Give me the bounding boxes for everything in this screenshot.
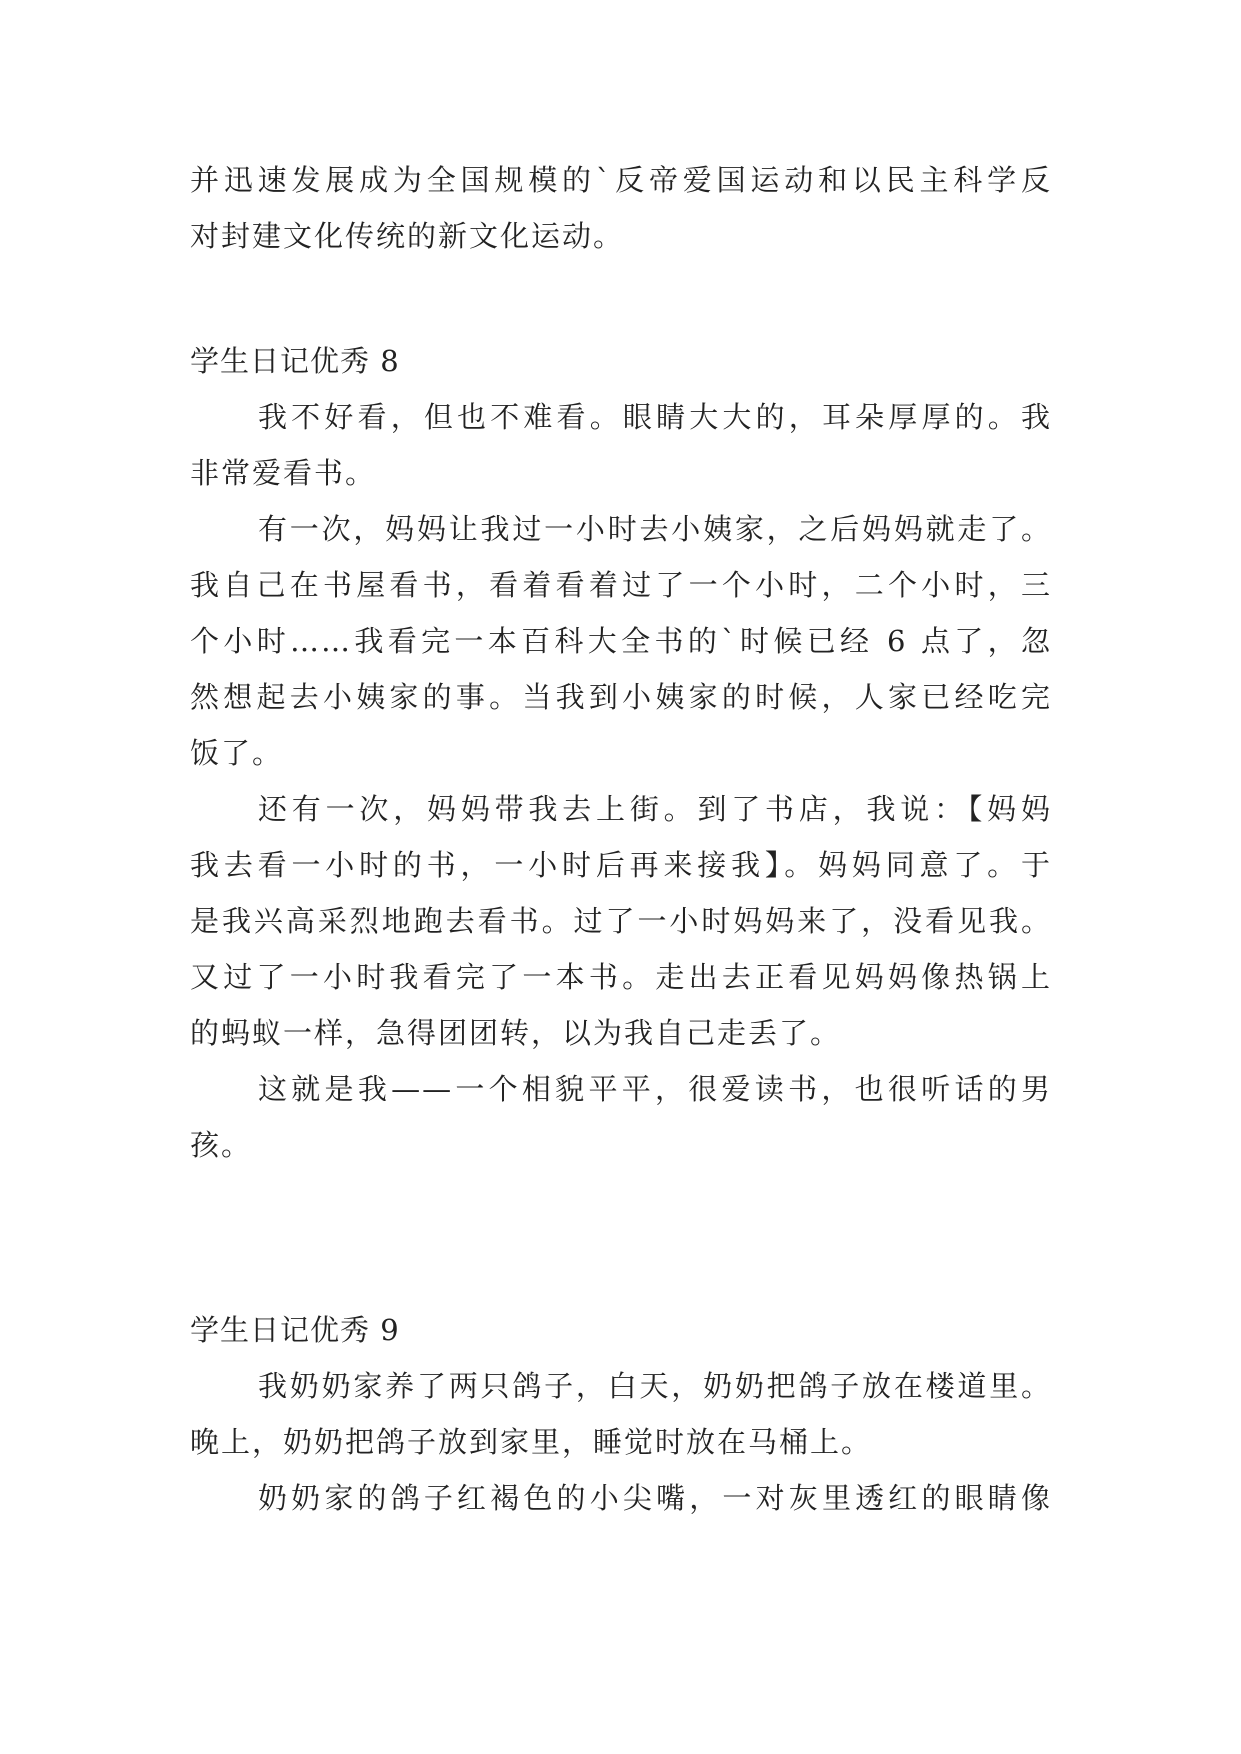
- text-line: 有一次，妈妈让我过一小时去小姨家，之后妈妈就走了。: [258, 512, 1052, 546]
- text-line: 晚上，奶奶把鸽子放到家里，睡觉时放在马桶上。: [190, 1425, 873, 1459]
- diary-8-section: [190, 333, 1052, 1173]
- text-line: 我不好看，但也不难看。眼睛大大的，耳朵厚厚的。我: [258, 400, 1052, 434]
- section-title: 学生日记优秀 9: [190, 1313, 400, 1347]
- text-line: 饭了。: [190, 736, 284, 770]
- text-line: 孩。: [190, 1128, 253, 1162]
- text-line: 非常爱看书。: [190, 456, 377, 490]
- text-line: 的蚂蚁一样，急得团团转，以为我自己走丢了。: [190, 1016, 842, 1050]
- text-line: 然想起去小姨家的事。当我到小姨家的时候，人家已经吃完: [190, 680, 1052, 714]
- text-line: 又过了一小时我看完了一本书。走出去正看见妈妈像热锅上: [190, 960, 1052, 994]
- text-line: 对封建文化传统的新文化运动。: [190, 219, 625, 253]
- intro-paragraph: [190, 152, 1052, 264]
- section-title: 学生日记优秀 8: [190, 344, 400, 378]
- text-line: 并迅速发展成为全国规模的`反帝爱国运动和以民主科学反: [190, 163, 1052, 197]
- text-line: 我自己在书屋看书，看着看着过了一个小时，二个小时，三: [190, 568, 1052, 602]
- text-line: 我奶奶家养了两只鸽子，白天，奶奶把鸽子放在楼道里。: [258, 1369, 1052, 1403]
- diary-9-section: [190, 1302, 1052, 1526]
- text-line: 奶奶家的鸽子红褐色的小尖嘴，一对灰里透红的眼睛像: [258, 1481, 1052, 1515]
- text-line: 还有一次，妈妈带我去上街。到了书店，我说：【妈妈: [258, 792, 1052, 826]
- text-line: 个小时……我看完一本百科大全书的`时候已经 6 点了，忽: [190, 624, 1052, 658]
- text-line: 这就是我——一个相貌平平，很爱读书，也很听话的男: [258, 1072, 1052, 1106]
- text-line: 我去看一小时的书，一小时后再来接我】。妈妈同意了。于: [190, 848, 1052, 882]
- text-line: 是我兴高采烈地跑去看书。过了一小时妈妈来了，没看见我。: [190, 904, 1052, 938]
